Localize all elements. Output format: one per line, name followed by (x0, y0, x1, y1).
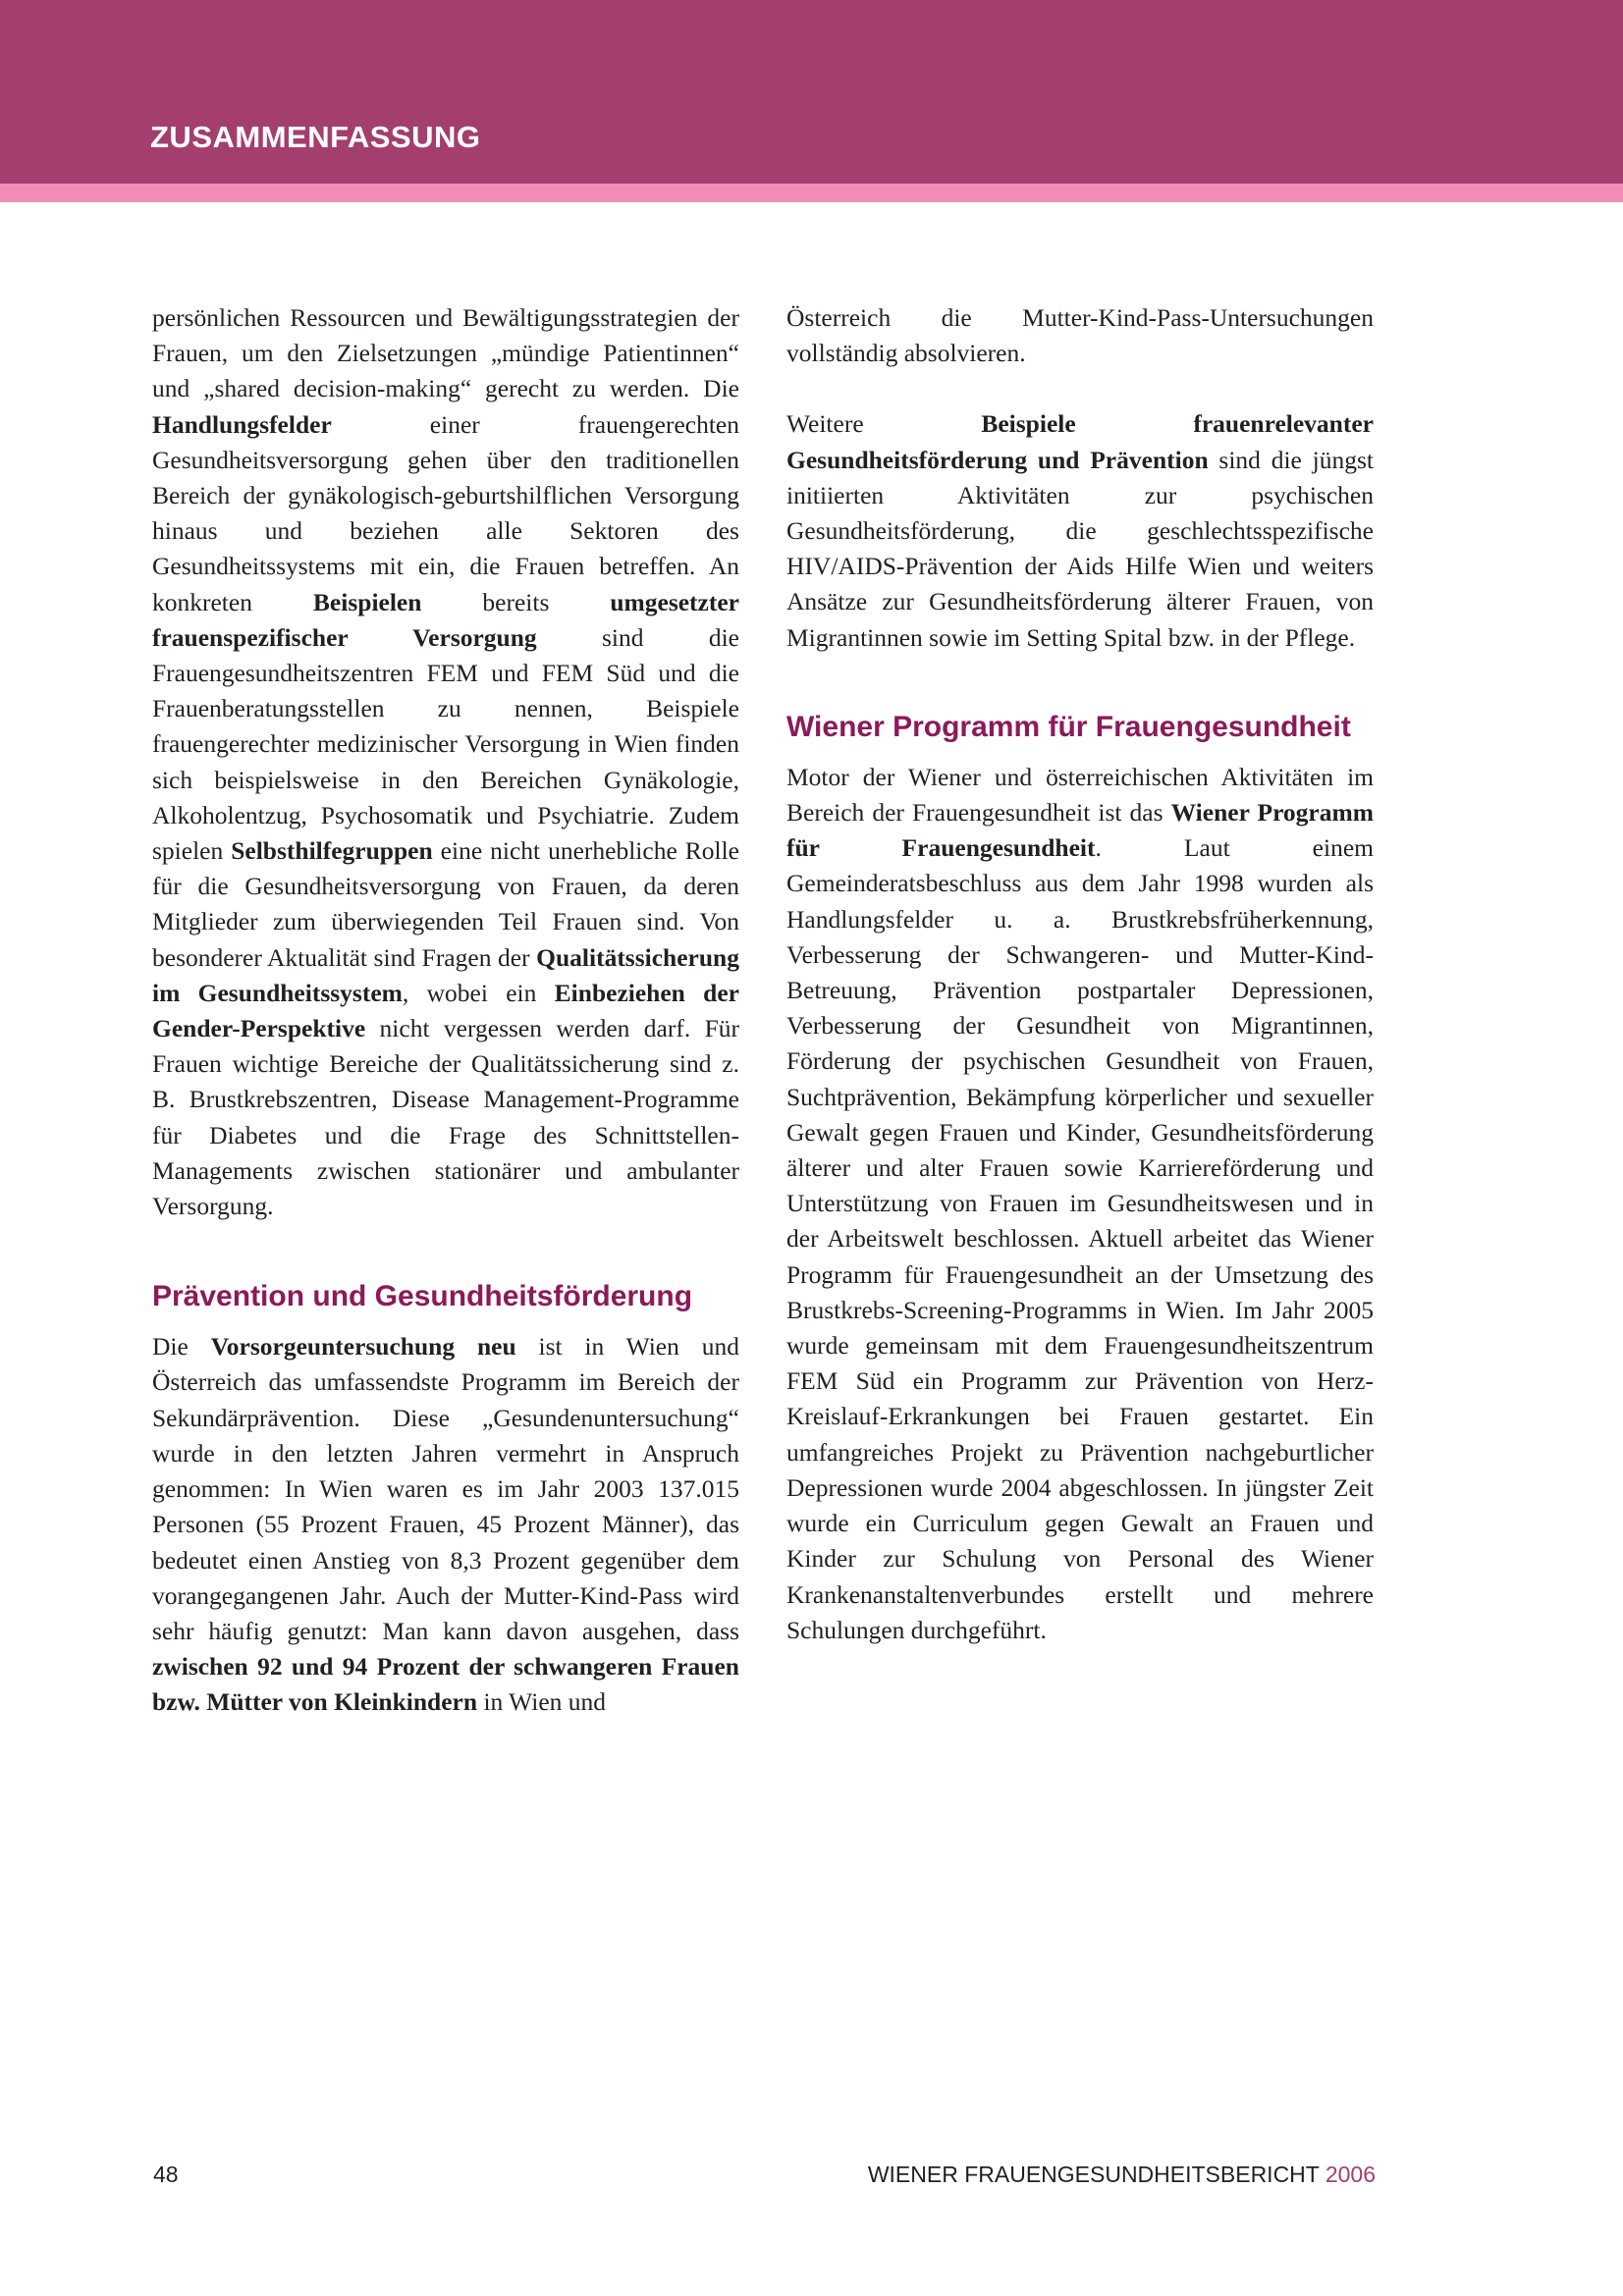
report-title-text: WIENER FRAUENGESUNDHEITSBERICHT (867, 2162, 1325, 2187)
text-run: . Laut einem Gemeinderatsbeschluss aus dem Jahr 1998 wurden als Handlungsfelder u. a. Brustkrebsfrüherkennung, Verbesserung der Schwangeren- und Mutter-Kind-Betreuung, Prävention postpartaler Depressionen, Verbesserung der Gesundheit von Migrantinnen, Förderung der psychischen Gesundheit von Frauen, Suchtprävention, Bekämpfung körperlicher und sexueller Gewalt gegen Frauen und Kinder, Gesundheitsförderung älterer und alter Frauen sowie Karriereförderung und Unterstützung von Frauen im Gesundheitswesen und in der Arbeitswelt beschlossen. Aktuell arbeitet das Wiener Programm für Frauengesundheit an der Umsetzung des Brustkrebs-Screening-Programms in Wien. Im Jahr 2005 wurde gemeinsam mit dem Frauengesundheitszentrum FEM Süd ein Programm zur Prävention von Herz-Kreislauf-Erkrankungen bei Frauen gestartet. Ein umfangreiches Projekt zu Prävention nachgeburtlicher Depressionen wurde 2004 abgeschlossen. In jüngster Zeit wurde ein Curriculum gegen Gewalt an Frauen und Kinder zur Schulung von Personal des Wiener Krankenanstaltenverbundes erstellt und mehrere Schulungen durchgeführt. (786, 833, 1374, 1644)
paragraph-wiener-programm (786, 760, 1374, 1648)
bold-term: zwischen 92 und 94 Prozent der schwangeren Frauen bzw. Mütter von Kleinkindern (152, 1652, 739, 1717)
heading-wiener-programm: Wiener Programm für Frauengesundheit (786, 710, 1351, 743)
text-run: sind die jüngst initiierten Aktivitäten zur psychischen Gesundheitsförderung, die geschlechtsspezifische HIV/AIDS-Prävention der Aids Hilfe Wien und weiters Ansätze zur Gesundheitsförderung älterer Frauen, von Migrantinnen sowie im Setting Spital bzw. in der Pflege. (786, 445, 1374, 652)
bold-term: Qualitätssicherung im Gesundheitssystem (152, 942, 739, 1007)
report-year: 2006 (1325, 2162, 1376, 2187)
header-band (0, 0, 1623, 184)
text-run: eine nicht unerhebliche Rolle für die Gesundheitsversorgung von Frauen, da deren Mitglieder zum überwiegenden Teil Frauen sind. Von besonderer Aktualität sind Fragen der (152, 836, 740, 972)
bold-term: Beispiele frauenrelevanter Gesundheitsförderung und Prävention (786, 409, 1374, 474)
text-run: in Wien und (477, 1687, 607, 1717)
paragraph-versorgung (152, 300, 739, 1224)
footer-report-title (868, 2163, 1376, 2186)
text-run: bereits (421, 587, 611, 616)
left-column (152, 300, 739, 1721)
bold-term: Wiener Programm für Frauengesundheit (786, 798, 1374, 863)
bold-term: Handlungsfelder (152, 409, 332, 439)
bold-term: Beispielen (312, 587, 422, 616)
text-run: sind die Frauengesundheitszentren FEM und FEM Süd und die Frauenberatungsstellen zu nennen, Beispiele frauengerechter medizinischer Versorgung in Wien finden sich beispielsweise in den Bereichen Gynäkologie, Alkoholentzug, Psychosomatik und Psychiatrie. Zudem spielen (152, 622, 739, 866)
bold-term: umgesetzter frauenspezifischer Versorgung (152, 587, 739, 652)
page-number: 48 (153, 2162, 179, 2187)
text-run: einer frauengerechten Gesundheitsversorgung gehen über den traditionellen Bereich der gynäkologisch-geburtshilflichen Versorgung hinaus und beziehen alle Sektoren des Gesundheitssystems mit ein, die Frauen betreffen. An konkreten (152, 409, 739, 616)
text-run: Motor der Wiener und österreichischen Aktivitäten im Bereich der Frauengesundheit ist das (786, 762, 1374, 828)
text-run: ist in Wien und Österreich das umfassendste Programm im Bereich der Sekundärprävention. Diese „Gesundenuntersuchung“ wurde in den letzten Jahren vermehrt in Anspruch genommen: In Wien waren es im Jahr 2003 137.015 Personen (55 Prozent Frauen, 45 Prozent Männer), das bedeutet einen Anstieg von 8,3 Prozent gegenüber dem vorangegangenen Jahr. Auch der Mutter-Kind-Pass wird sehr häufig genutzt: Man kann davon ausgehen, dass (152, 1332, 739, 1645)
header-accent-stripe (0, 184, 1623, 202)
section-title: ZUSAMMENFASSUNG (150, 120, 481, 154)
text-run: Weitere (786, 409, 982, 439)
text-run: nicht vergessen werden darf. Für Frauen wichtige Bereiche der Qualitätssicherung sind z. B. Brustkrebszentren, Disease Management-Programme für Diabetes und die Frage des Schnittstellen-Managements zwischen stationärer und ambulanter Versorgung. (152, 1014, 739, 1221)
right-column (786, 300, 1374, 1648)
bold-term: Einbeziehen der Gender-Perspektive (152, 978, 739, 1043)
bold-term: Vorsorgeuntersuchung neu (210, 1332, 516, 1362)
paragraph-continuation: Österreich die Mutter-Kind-Pass-Untersuchungen vollständig absolvieren. (786, 303, 1374, 368)
text-run: persönlichen Ressourcen und Bewältigungsstrategien der Frauen, um den Zielsetzungen „mündige Patientinnen“ und „shared decision-making“ gerecht zu werden. Die (152, 303, 739, 403)
bold-term: Selbsthilfegruppen (231, 836, 433, 866)
heading-praevention: Prävention und Gesundheitsförderung (152, 1280, 693, 1313)
text-run: , wobei ein (402, 978, 555, 1007)
paragraph-beispiele (786, 406, 1374, 655)
text-run: Die (152, 1332, 211, 1362)
paragraph-vorsorge (152, 1329, 739, 1720)
